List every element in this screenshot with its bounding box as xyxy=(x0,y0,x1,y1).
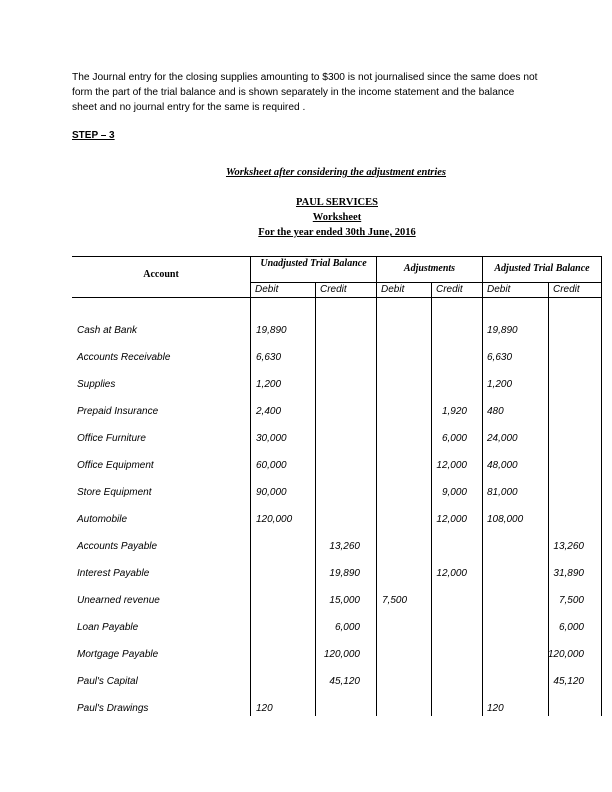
unadjusted-debit: 120 xyxy=(256,703,273,714)
account-name: Store Equipment xyxy=(77,487,152,498)
subheader-credit: Credit xyxy=(320,284,347,295)
account-name: Automobile xyxy=(77,514,128,525)
table-top-rule xyxy=(72,256,602,257)
unadjusted-debit: 2,400 xyxy=(256,406,282,417)
subheader-credit: Credit xyxy=(553,284,580,295)
group-header-unadjusted: Unadjusted Trial Balance xyxy=(260,258,367,269)
adjusted-debit: 24,000 xyxy=(487,433,518,444)
adjusted-debit: 480 xyxy=(487,406,504,417)
period-label: For the year ended 30th June, 2016 xyxy=(258,227,416,238)
account-name: Office Equipment xyxy=(77,460,154,471)
step-label: STEP – 3 xyxy=(72,130,115,141)
adjusted-debit: 19,890 xyxy=(487,325,518,336)
adjusted-debit: 81,000 xyxy=(487,487,518,498)
adjusted-debit: 108,000 xyxy=(487,514,524,525)
unadjusted-credit: 45,120 xyxy=(329,676,360,687)
unadjusted-debit: 1,200 xyxy=(256,379,282,390)
adjusted-debit: 1,200 xyxy=(487,379,513,390)
account-name: Prepaid Insurance xyxy=(77,406,159,417)
account-name: Cash at Bank xyxy=(77,325,138,336)
col-divider xyxy=(250,256,251,716)
col-divider xyxy=(482,256,483,716)
adjustment-credit: 12,000 xyxy=(436,514,467,525)
adjusted-credit: 31,890 xyxy=(553,568,584,579)
col-divider xyxy=(315,282,316,716)
group-header-adjustments: Adjustments xyxy=(403,263,456,274)
col-divider xyxy=(376,256,377,716)
unadjusted-credit: 120,000 xyxy=(323,649,360,660)
company-name: PAUL SERVICES xyxy=(295,197,378,208)
account-name: Office Furniture xyxy=(77,433,146,444)
adjusted-credit: 45,120 xyxy=(553,676,584,687)
unadjusted-credit: 6,000 xyxy=(334,622,360,633)
adjusted-debit: 120 xyxy=(487,703,504,714)
unadjusted-debit: 30,000 xyxy=(256,433,287,444)
account-name: Mortgage Payable xyxy=(77,649,159,660)
unadjusted-credit: 13,260 xyxy=(329,541,360,552)
adjustment-credit: 12,000 xyxy=(436,460,467,471)
account-name: Unearned revenue xyxy=(77,595,160,606)
col-divider xyxy=(431,282,432,716)
adjustment-credit: 1,920 xyxy=(441,406,467,417)
unadjusted-debit: 19,890 xyxy=(256,325,287,336)
adjustment-debit: 7,500 xyxy=(382,595,408,606)
subheader-top-rule xyxy=(250,282,602,283)
unadjusted-debit: 60,000 xyxy=(256,460,287,471)
adjusted-credit: 7,500 xyxy=(558,595,584,606)
adjustment-credit: 12,000 xyxy=(436,568,467,579)
unadjusted-debit: 120,000 xyxy=(256,514,293,525)
unadjusted-credit: 19,890 xyxy=(329,568,360,579)
adjusted-credit: 13,260 xyxy=(553,541,584,552)
adjusted-debit: 48,000 xyxy=(487,460,518,471)
account-name: Paul's Capital xyxy=(77,676,138,687)
col-divider xyxy=(601,256,602,716)
unadjusted-credit: 15,000 xyxy=(329,595,360,606)
account-name: Paul's Drawings xyxy=(77,703,149,714)
account-name: Loan Payable xyxy=(77,622,139,633)
document-type: Worksheet xyxy=(312,212,362,223)
header-bottom-rule xyxy=(72,297,602,298)
adjusted-credit: 120,000 xyxy=(547,649,584,660)
adjustment-credit: 9,000 xyxy=(441,487,467,498)
intro-paragraph: The Journal entry for the closing supplies amounting to $300 is not journalised since the same does not form the part of the trial balance and is shown separately in the income statement and the balance sheet and no journal entry for the same is required . xyxy=(72,72,538,113)
account-header: Account xyxy=(143,269,179,280)
unadjusted-debit: 90,000 xyxy=(256,487,287,498)
subheader-debit: Debit xyxy=(255,284,279,295)
account-name: Accounts Receivable xyxy=(77,352,171,363)
group-header-adjusted: Adjusted Trial Balance xyxy=(494,263,590,274)
account-name: Supplies xyxy=(77,379,116,390)
adjustment-credit: 6,000 xyxy=(441,433,467,444)
adjusted-credit: 6,000 xyxy=(558,622,584,633)
account-name: Interest Payable xyxy=(77,568,150,579)
subheader-debit: Debit xyxy=(487,284,511,295)
worksheet-title: Worksheet after considering the adjustment entries xyxy=(225,167,447,178)
subheader-debit: Debit xyxy=(381,284,405,295)
subheader-credit: Credit xyxy=(436,284,463,295)
unadjusted-debit: 6,630 xyxy=(256,352,282,363)
account-name: Accounts Payable xyxy=(77,541,158,552)
adjusted-debit: 6,630 xyxy=(487,352,513,363)
